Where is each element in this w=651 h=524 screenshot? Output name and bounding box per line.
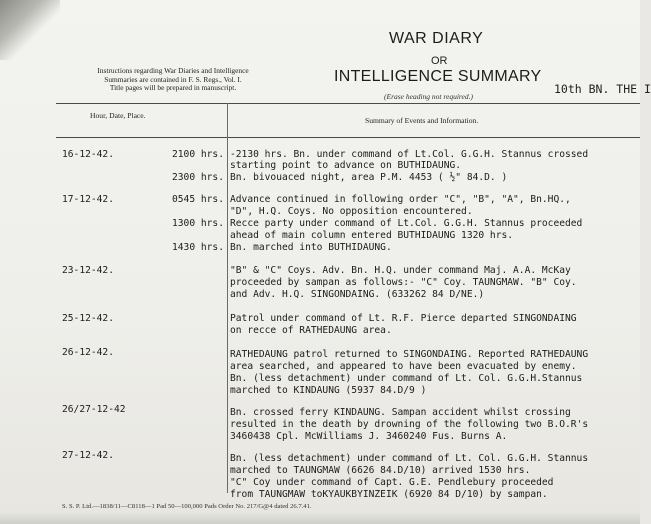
entry-text: Patrol under command of Lt. R.F. Pierce departed SINGONDAING xyxy=(230,313,577,324)
title-intelligence-summary: INTELLIGENCE SUMMARY xyxy=(334,68,542,85)
column-divider xyxy=(227,103,228,493)
entry-date: 26/27-12-42 xyxy=(62,404,126,415)
instructions-line: Summaries are contained in F. S. Regs., Vol. I. xyxy=(104,74,242,84)
entry-text: Bn. (less detachment) under command of Lt. Col. G.G.H. Stannus xyxy=(230,453,589,464)
instructions-line: Instructions regarding War Diaries and Intelligence xyxy=(97,66,249,75)
entry-time: 1430 hrs. xyxy=(172,242,224,253)
page-edge-shadow xyxy=(0,512,640,524)
entry-time: 2300 hrs. xyxy=(172,172,224,183)
entry-date: 17-12-42. xyxy=(62,194,114,205)
entry-text: Bn. (less detachment) under command of Lt. Col. G.G.H.Stannus xyxy=(230,373,583,384)
entry-text: "D", H.Q. Coys. No opposition encountered. xyxy=(230,206,473,217)
entry-text: and Adv. H.Q. SINGONDAING. (633262 84 D/NE.) xyxy=(230,289,485,300)
title-war-diary: WAR DIARY xyxy=(389,30,484,47)
entry-time: 1300 hrs. xyxy=(172,218,224,229)
entry-date: 23-12-42. xyxy=(62,265,114,276)
entry-text: on recce of RATHEDAUNG area. xyxy=(230,325,392,336)
folded-corner xyxy=(0,0,60,60)
entry-text: "B" & "C" Coys. Adv. Bn. H.Q. under command Maj. A.A. McKay xyxy=(230,265,571,276)
instructions-block xyxy=(58,67,288,93)
unit-name: 10th BN. THE I xyxy=(554,82,651,96)
instructions-line: Title pages will be prepared in manuscript. xyxy=(109,83,237,93)
erase-heading-note: (Erase heading not required.) xyxy=(384,92,474,101)
entry-text: ahead of main column entered BUTHIDAUNG 1320 hrs. xyxy=(230,230,514,241)
entry-text: "C" Coy under command of Capt. G.E. Pendlebury proceeded xyxy=(230,477,554,488)
entry-date: 26-12-42. xyxy=(62,347,114,358)
entry-text: starting point to advance on BUTHIDAUNG. xyxy=(230,160,462,171)
entry-text: resulted in the death by drowning of the following two B.O.R's xyxy=(230,419,589,430)
entry-text: Advance continued in following order "C", "B", "A", Bn.HQ., xyxy=(230,194,571,205)
column-header-hour-date-place: Hour, Date, Place. xyxy=(90,111,146,120)
table-top-rule xyxy=(56,103,640,104)
entry-text: Bn. marched into BUTHIDAUNG. xyxy=(230,242,392,253)
entry-text: -2130 hrs. Bn. under command of Lt.Col. G.G.H. Stannus crossed xyxy=(230,149,589,160)
entry-text: proceeded by sampan as follows:- "C" Coy. TAUNGMAW. "B" Coy. xyxy=(230,277,577,288)
title-or: OR xyxy=(431,55,448,67)
entry-text: marched to KINDAUNG (5937 84.D/9 ) xyxy=(230,385,427,396)
table-header-rule xyxy=(56,137,640,138)
entry-text: Bn. crossed ferry KINDAUNG. Sampan accident whilst crossing xyxy=(230,407,571,418)
entry-date: 27-12-42. xyxy=(62,450,114,461)
entry-text: marched to TAUNGMAW (6626 84.D/10) arrived 1530 hrs. xyxy=(230,465,531,476)
entry-text: RATHEDAUNG patrol returned to SINGONDAING. Reported RATHEDAUNG xyxy=(230,349,589,360)
entry-date: 25-12-42. xyxy=(62,313,114,324)
column-header-summary: Summary of Events and Information. xyxy=(365,116,479,125)
entry-text: Recce party under command of Lt.Col. G.G.H. Stannus proceeded xyxy=(230,218,583,229)
entry-text: area searched, and appeared to have been evacuated by enemy. xyxy=(230,361,577,372)
entry-date: 16-12-42. xyxy=(62,149,114,160)
entry-text: 3460438 Cpl. McWilliams J. 3460240 Fus. Burns A. xyxy=(230,431,508,442)
entry-time: 2100 hrs. xyxy=(172,149,224,160)
entry-text: from TAUNGMAW toKYAUKBYINZEIK (6920 84 D/10) by sampan. xyxy=(230,489,548,500)
printer-footer: S. S. P. Ltd.—1838/11—C8118—1 Pad 50—100,000 Pads Order No. 217/G@4 dated 26.7.41. xyxy=(62,503,312,510)
entry-time: 0545 hrs. xyxy=(172,194,224,205)
entry-text: Bn. bivouaced night, area P.M. 4453 ( ½" 84.D. ) xyxy=(230,172,508,183)
